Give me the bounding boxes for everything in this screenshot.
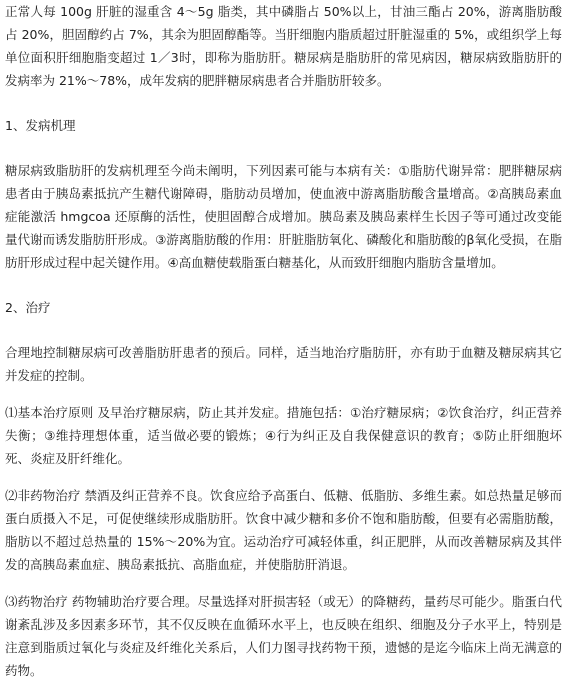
pathogenesis-paragraph: 糖尿病致脂肪肝的发病机理至今尚未阐明，下列因素可能与本病有关：①脂肪代谢异常：肥胖糖尿病患者由于胰岛素抵抗产生糖代谢障碍，脂肪动员增加，使血液中游离脂肪酸含量增高。②高胰岛素血症能激活 hmgcoa 还原酶的活性，使胆固醇合成增加。胰岛素及胰岛素样生长因子等可通过改变能量代谢而诱发脂肪肝形成。③游离脂肪酸的作用：肝脏脂肪氧化、磷酸化和脂肪酸的β氧化受损，在脂肪肝形成过程中起关键作用。④高血糖使载脂蛋白糖基化，从而致肝细胞内脂肪含量增加。 xyxy=(5,163,562,270)
intro-paragraph: 正常人每 100g 肝脏的湿重含 4～5g 脂类，其中磷脂占 50%以上，甘油三酯占 20%，游离脂肪酸占 20%，胆固醇约占 7%，其余为胆固醇酯等。当肝细胞内脂质超过肝脏湿重的 5%，或组织学上每单位面积肝细胞脂变超过 1／3时，即称为脂肪肝。糖尿病是脂肪肝的常见病因，糖尿病致脂肪肝的发病率为 21%～78%，成年发病的肥胖糖尿病患者合并脂肪肝较多。 xyxy=(5,4,562,88)
non-drug-treatment-paragraph: ⑵非药物治疗 禁酒及纠正营养不良。饮食应给予高蛋白、低糖、低脂肪、多维生素。如总热量足够而蛋白质摄入不足，可促使继续形成脂肪肝。饮食中减少糖和多价不饱和脂肪酸，但要有必需脂肪酸，脂肪以不超过总热量的 15%～20%为宜。运动治疗可减轻体重，纠正肥胖，从而改善糖尿病及其伴发的高胰岛素血症、胰岛素抵抗、高脂血症，并使脂肪肝消退。 xyxy=(5,488,562,572)
section-2-heading: 2、治疗 xyxy=(5,300,51,315)
spacer xyxy=(5,92,562,114)
drug-treatment-paragraph: ⑶药物治疗 药物辅助治疗要合理。尽量选择对肝损害轻（或无）的降糖药，量药尽可能少。脂蛋白代谢紊乱涉及多因素多环节，其不仅反映在血循环水平上，也反映在组织、细胞及分子水平上，特别是注意到脂质过氧化与炎症及纤维化关系后，人们力图寻找药物干预，遗憾的是迄今临床上尚无满意的药物。 xyxy=(5,594,562,678)
spacer xyxy=(5,319,562,341)
spacer xyxy=(5,137,562,159)
treatment-principles-paragraph: ⑴基本治疗原则 及早治疗糖尿病，防止其并发症。措施包括：①治疗糖尿病；②饮食治疗，纠正营养失衡；③维持理想体重，适当做必要的锻炼；④行为纠正及自我保健意识的教育；⑤防止肝细胞坏死、炎症及肝纤维化。 xyxy=(5,405,562,466)
spacer xyxy=(5,387,562,401)
spacer xyxy=(5,576,562,590)
treatment-intro-paragraph: 合理地控制糖尿病可改善脂肪肝患者的预后。同样，适当地治疗脂肪肝，亦有助于血糖及糖尿病其它并发症的控制。 xyxy=(5,345,562,383)
spacer xyxy=(5,274,562,296)
spacer xyxy=(5,470,562,484)
section-1-heading: 1、发病机理 xyxy=(5,118,76,133)
